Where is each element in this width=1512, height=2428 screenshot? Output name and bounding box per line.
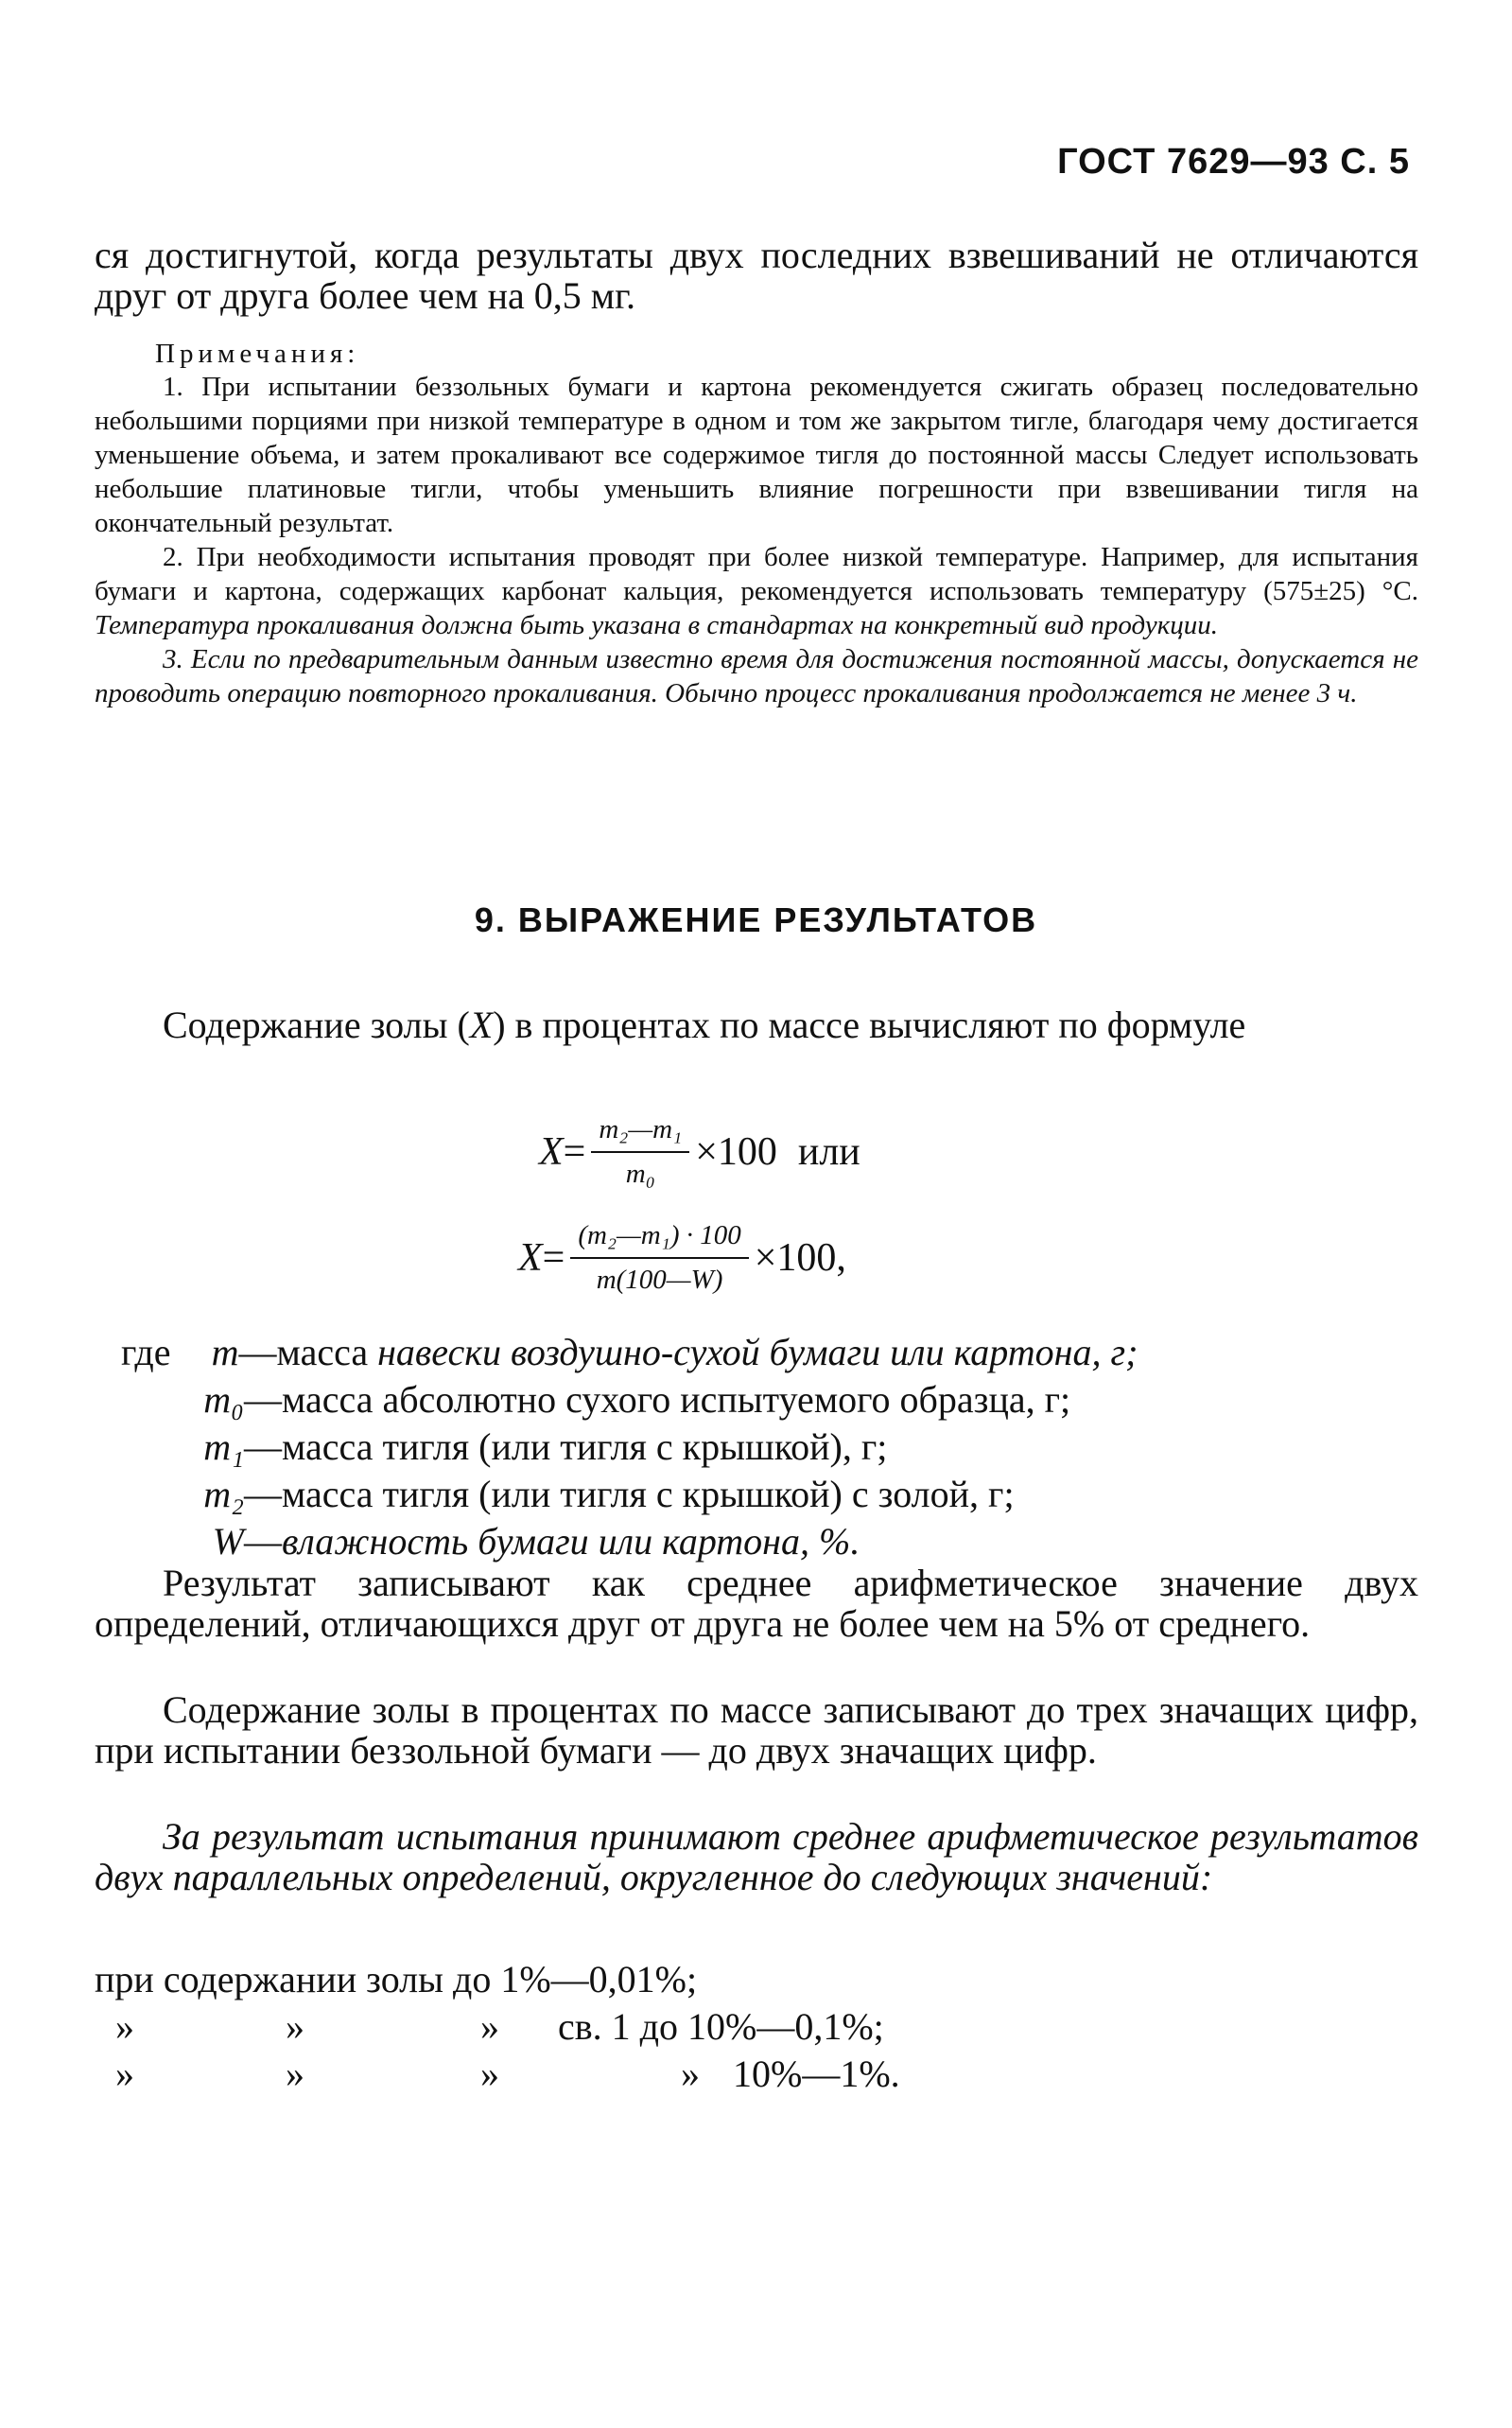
ditto-mark: » (480, 2005, 499, 2048)
formula-2-eq: = (542, 1236, 565, 1280)
notes-title: Примечания: (155, 339, 360, 369)
where-dash: — (244, 1378, 282, 1421)
running-header: ГОСТ 7629—93 С. 5 (1057, 142, 1410, 182)
where-symbol: m₁ (203, 1425, 244, 1468)
where-desc-italic: влажность бумаги или картона, %. (282, 1520, 860, 1563)
where-dash: — (244, 1425, 282, 1468)
where-dash: — (244, 1520, 282, 1563)
where-symbol: W (212, 1520, 244, 1563)
formula-intro-after: ) в процентах по массе вычисляют по формуле (493, 1004, 1246, 1046)
where-desc: масса (276, 1331, 378, 1373)
where-symbol: m (211, 1331, 239, 1373)
note-2-italic: Температура прокаливания должна быть указана в стандартах на конкретный вид продукции. (95, 610, 1219, 640)
ditto-mark: » (681, 2052, 700, 2095)
formula-intro-before: Содержание золы ( (163, 1004, 470, 1046)
intro-paragraph: ся достигнутой, когда результаты двух последних взвешиваний не отличаются друг от друга более чем на 0,5 мг. (95, 234, 1418, 317)
formula-1-lhs: X (539, 1130, 564, 1174)
note-2-regular: 2. При необходимости испытания проводят при более низкой температуре. Например, для испытания бумаги и картона, содержащих карбонат кальция, рекомендуется использовать температуру (575±25) °С. (95, 542, 1418, 606)
where-dash: — (244, 1473, 282, 1515)
where-list (121, 1329, 1138, 1565)
where-desc: масса тигля (или тигля с крышкой) с золой, г; (282, 1473, 1015, 1515)
where-row-m2 (121, 1471, 1138, 1518)
note-2 (95, 540, 1418, 642)
where-dash: — (238, 1331, 277, 1373)
formula-1-eq: = (563, 1130, 586, 1174)
formula-2-denominator: m(100—W) (596, 1265, 723, 1295)
where-row-m0 (121, 1376, 1138, 1424)
where-symbol: m₂ (203, 1473, 244, 1515)
ditto-mark: » (115, 2052, 134, 2095)
formula-intro (95, 1004, 1418, 1045)
formula-2-fraction (570, 1220, 748, 1296)
formula-2 (518, 1220, 846, 1296)
ditto-mark: » (286, 2005, 304, 2048)
rounding-row-2-text: св. 1 до 10%—0,1%; (558, 2005, 884, 2048)
where-desc-italic: навески воздушно-сухой бумаги или картона, г; (377, 1331, 1138, 1373)
rounding-row-1-text: при содержании золы до 1%—0,01%; (95, 1958, 698, 2000)
formula-1-numerator: m₂—m₁ (591, 1114, 689, 1153)
where-row-m1 (121, 1424, 1138, 1471)
notes-block (95, 339, 1418, 710)
where-row-w (121, 1518, 1138, 1565)
where-symbol: m₀ (203, 1378, 244, 1421)
where-desc: масса тигля (или тигля с крышкой), г; (282, 1425, 888, 1468)
formula-1-tail: или (797, 1130, 860, 1174)
ditto-mark: » (286, 2052, 304, 2095)
where-row-m (121, 1329, 1138, 1376)
ditto-mark: » (115, 2005, 134, 2048)
formula-1-fraction (591, 1114, 689, 1190)
result-paragraph-1: Результат записывают как среднее арифметическое значение двух определений, отличающихся друг от друга не более чем на 5% от среднего. (95, 1562, 1418, 1645)
formula-1 (539, 1114, 860, 1190)
note-1: 1. При испытании беззольных бумаги и картона рекомендуется сжигать образец последовательно небольшими порциями при низкой температуре в одном и том же закрытом тигле, благодаря чему достигается уменьшение объема, и затем прокаливают все содержимое тигля до постоянной массы Следует использовать небольшие платиновые тигли, чтобы уменьшить влияние погрешности при взвешивании тигля на окончательный результат. (95, 372, 1418, 538)
formula-2-lhs: X (518, 1236, 543, 1280)
formula-2-multiplier: ×100, (754, 1236, 846, 1280)
result-paragraph-3: За результат испытания принимают среднее арифметическое результатов двух параллельных определений, округленное до следующих значений: (95, 1815, 1418, 1898)
ditto-mark: » (480, 2052, 499, 2095)
result-paragraph-2: Содержание золы в процентах по массе записывают до трех значащих цифр, при испытании беззольной бумаги — до двух значащих цифр. (95, 1688, 1418, 1772)
formula-1-denominator: m₀ (625, 1159, 655, 1189)
where-desc: масса абсолютно сухого испытуемого образца, г; (282, 1378, 1071, 1421)
formula-2-numerator: (m₂—m₁) · 100 (570, 1220, 748, 1259)
rounding-row-3-text: 10%—1%. (733, 2052, 900, 2095)
section-title: 9. ВЫРАЖЕНИЕ РЕЗУЛЬТАТОВ (474, 900, 1038, 939)
note-3: 3. Если по предварительным данным известно время для достижения постоянной массы, допускается не проводить операцию повторного прокаливания. Обычно процесс прокаливания продолжается не менее 3 ч. (95, 644, 1418, 708)
where-lead: где (121, 1331, 171, 1373)
formula-intro-variable: X (469, 1004, 494, 1046)
formula-1-multiplier: ×100 (695, 1130, 777, 1174)
